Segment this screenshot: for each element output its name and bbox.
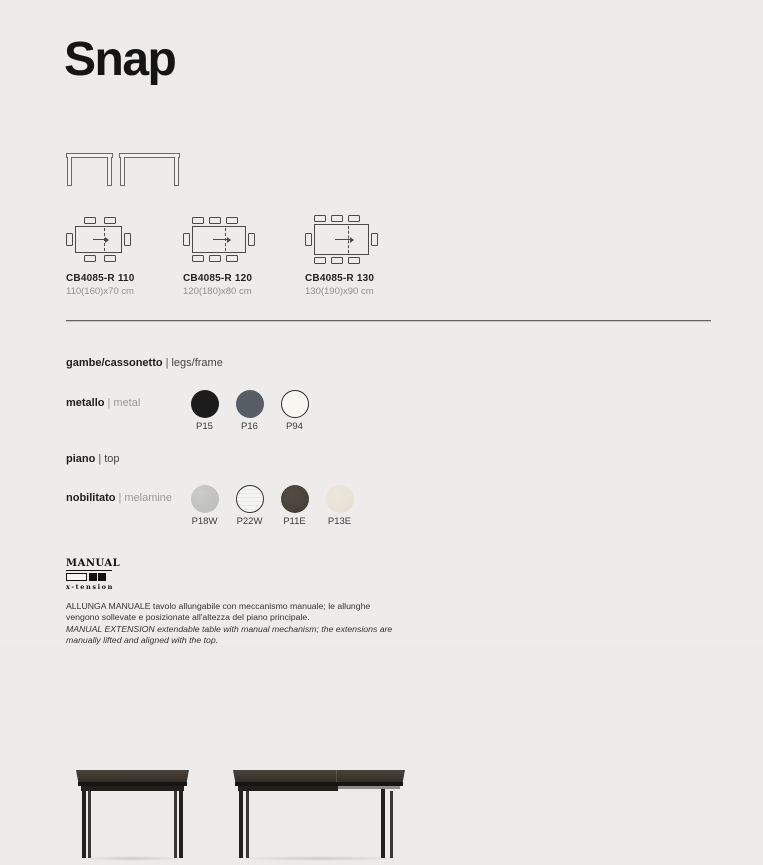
swatch-p13e <box>317 485 362 527</box>
model-size: 130(190)x90 cm <box>305 286 374 297</box>
mechanism-subname: x-tension <box>66 582 114 591</box>
table-leg-line <box>120 157 125 186</box>
table-outline <box>75 226 122 253</box>
chair-icon <box>84 217 96 224</box>
tabletop <box>233 770 405 782</box>
metal-swatches <box>182 390 317 432</box>
table-leg-line <box>67 157 72 186</box>
color-swatch <box>281 390 309 418</box>
table-back-leg <box>390 791 393 858</box>
side-view-drawings <box>66 153 180 186</box>
heading-english: legs/frame <box>171 357 223 369</box>
chair-icon <box>183 233 190 246</box>
separator: | <box>98 453 102 465</box>
model-size: 110(160)x70 cm <box>66 286 134 297</box>
swatch-p11e <box>272 485 317 527</box>
swatch-code: P18W <box>191 516 218 527</box>
mechanism-name: MANUAL <box>66 558 121 569</box>
product-photo-strip <box>0 645 763 865</box>
color-swatch <box>236 485 264 513</box>
table-top-line <box>119 153 180 158</box>
floor-shadow <box>236 856 401 861</box>
table-leg-line <box>174 157 179 186</box>
chair-icon <box>209 255 221 262</box>
chair-icon <box>226 255 238 262</box>
logo-open-box <box>66 573 87 581</box>
logo-filled-box <box>98 573 106 581</box>
product-photo-extended-table <box>233 770 405 858</box>
chair-icon <box>331 257 343 264</box>
manual-xtension-logo <box>66 558 121 591</box>
swatch-p18w <box>182 485 227 527</box>
chair-icon <box>84 255 96 262</box>
table-back-leg <box>88 791 91 858</box>
table-apron <box>81 786 184 791</box>
section-divider <box>66 320 711 322</box>
chair-icon <box>348 257 360 264</box>
seating-plan <box>183 214 305 264</box>
extension-arrow-icon <box>93 239 108 240</box>
chair-icon <box>348 215 360 222</box>
table-top-line <box>66 153 113 158</box>
chair-icon <box>331 215 343 222</box>
table-apron <box>238 786 338 791</box>
chair-icon <box>314 257 326 264</box>
model-code: CB4085-R 120 <box>183 273 253 284</box>
label-english: metal <box>113 397 141 409</box>
table-leg <box>239 789 243 858</box>
table-leg <box>179 789 183 858</box>
label-english: melamine <box>124 492 173 504</box>
model-size: 120(180)x80 cm <box>183 286 252 297</box>
chair-icon <box>192 217 204 224</box>
product-photo-closed-table <box>76 770 189 858</box>
swatch-p16 <box>227 390 272 432</box>
side-view-extended-table <box>119 153 180 186</box>
model-diagrams <box>66 214 435 297</box>
finish-label-metal <box>66 397 140 409</box>
mechanism-logo-boxes <box>66 573 112 581</box>
chair-icon <box>192 255 204 262</box>
swatch-code: P94 <box>286 421 303 432</box>
swatch-code: P22W <box>236 516 263 527</box>
separator: | <box>165 357 169 369</box>
melamine-swatches <box>182 485 362 527</box>
chair-icon <box>104 255 116 262</box>
color-swatch <box>281 485 309 513</box>
description-italian: ALLUNGA MANUALE tavolo allungabile con meccanismo manuale; le allunghe vengono sollevate e posizionate all'altezza del piano principale. <box>66 601 371 623</box>
label-italian: metallo <box>66 397 105 409</box>
extension-rail <box>338 786 400 789</box>
color-swatch <box>191 390 219 418</box>
table-leg <box>82 789 86 858</box>
swatch-code: P16 <box>241 421 258 432</box>
chair-icon <box>314 215 326 222</box>
model-diagram-120 <box>183 214 305 297</box>
label-italian: nobilitato <box>66 492 116 504</box>
swatch-p22w <box>227 485 272 527</box>
chair-icon <box>371 233 378 246</box>
side-view-closed-table <box>66 153 113 186</box>
color-swatch <box>191 485 219 513</box>
table-leg <box>381 789 385 858</box>
chair-icon <box>124 233 131 246</box>
section-heading-top <box>66 453 120 465</box>
model-diagram-130 <box>305 214 435 297</box>
section-heading-legs-frame <box>66 357 223 369</box>
seating-plan <box>66 214 183 264</box>
chair-icon <box>104 217 116 224</box>
swatch-code: P15 <box>196 421 213 432</box>
finish-label-melamine <box>66 492 172 504</box>
seating-plan <box>305 214 435 264</box>
table-outline <box>192 226 246 253</box>
color-swatch <box>236 390 264 418</box>
logo-filled-box <box>89 573 97 581</box>
table-outline <box>314 224 369 255</box>
swatch-p94 <box>272 390 317 432</box>
heading-english: top <box>104 453 120 465</box>
separator: | <box>118 492 122 504</box>
model-diagram-110 <box>66 214 183 297</box>
swatch-code: P11E <box>283 516 306 527</box>
heading-italian: piano <box>66 453 96 465</box>
chair-icon <box>66 233 73 246</box>
floor-shadow <box>78 856 186 861</box>
tabletop <box>76 770 189 782</box>
swatch-code: P13E <box>327 516 352 527</box>
model-code: CB4085-R 110 <box>66 273 135 284</box>
color-swatch <box>326 485 354 513</box>
description-english: MANUAL EXTENSION extendable table with manual mechanism; the extensions are manually lifted and aligned with the top. <box>66 624 393 646</box>
swatch-p15 <box>182 390 227 432</box>
extension-arrow-icon <box>213 239 231 240</box>
table-back-leg <box>174 791 177 858</box>
chair-icon <box>305 233 312 246</box>
extension-arrow-icon <box>335 239 353 240</box>
heading-italian: gambe/cassonetto <box>66 357 163 369</box>
chair-icon <box>226 217 238 224</box>
chair-icon <box>248 233 255 246</box>
table-leg-line <box>107 157 112 186</box>
chair-icon <box>209 217 221 224</box>
separator: | <box>107 397 111 409</box>
page-title: Snap <box>64 33 176 86</box>
extension-seam <box>336 770 337 782</box>
mechanism-description <box>66 601 400 646</box>
model-code: CB4085-R 130 <box>305 273 375 284</box>
table-back-leg <box>246 791 249 858</box>
